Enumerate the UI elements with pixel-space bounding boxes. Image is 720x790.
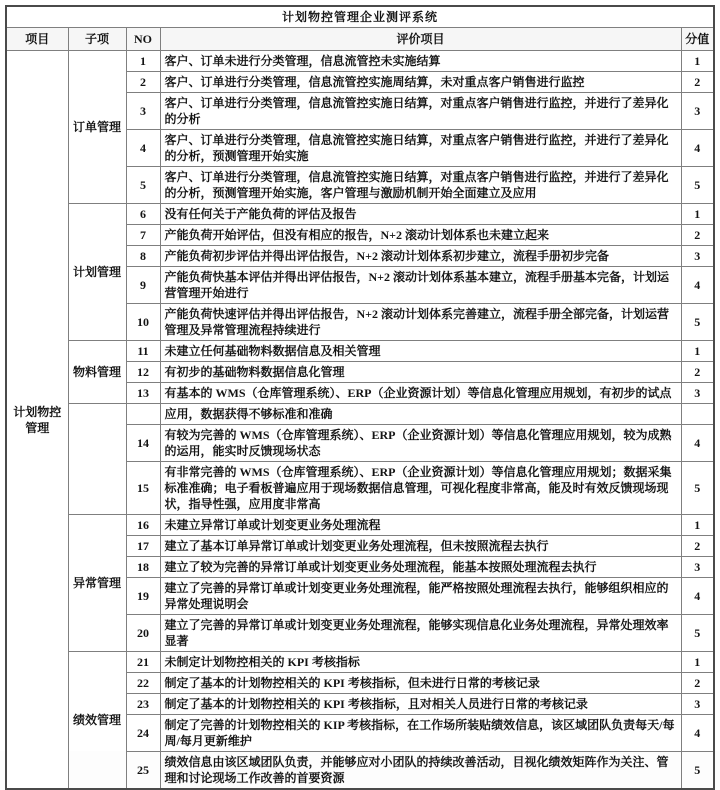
evaluation-table bbox=[5, 5, 715, 790]
column-header-row bbox=[6, 28, 714, 51]
row-item-text: 有基本的 WMS（仓库管理系统）、ERP（企业资源计划）等信息化管理应用规划，有初步的试点 bbox=[160, 383, 681, 404]
col-header-subitem: 子项 bbox=[68, 28, 126, 51]
row-item-text: 没有任何关于产能负荷的评估及报告 bbox=[160, 204, 681, 225]
row-score: 1 bbox=[681, 341, 714, 362]
row-no: 14 bbox=[126, 425, 160, 462]
row-score: 1 bbox=[681, 204, 714, 225]
row-item-text: 制定了基本的计划物控相关的 KPI 考核指标，且对相关人员进行日常的考核记录 bbox=[160, 694, 681, 715]
row-no: 9 bbox=[126, 267, 160, 304]
row-score: 2 bbox=[681, 72, 714, 93]
row-score: 4 bbox=[681, 130, 714, 167]
col-header-item: 评价项目 bbox=[160, 28, 681, 51]
row-no: 11 bbox=[126, 341, 160, 362]
row-no: 5 bbox=[126, 167, 160, 204]
row-score: 5 bbox=[681, 752, 714, 790]
row-score: 4 bbox=[681, 267, 714, 304]
row-score: 4 bbox=[681, 425, 714, 462]
row-score: 3 bbox=[681, 557, 714, 578]
subitem-cell: 异常管理 bbox=[68, 515, 126, 652]
row-no: 23 bbox=[126, 694, 160, 715]
row-item-text: 建立了完善的异常订单或计划变更业务处理流程，能严格按照处理流程去执行，能够组织相应的异常处理说明会 bbox=[160, 578, 681, 615]
table-row bbox=[6, 204, 714, 225]
row-item-text: 未建立任何基础物料数据信息及相关管理 bbox=[160, 341, 681, 362]
row-score: 3 bbox=[681, 694, 714, 715]
subitem-cell: 物料管理 bbox=[68, 341, 126, 404]
subitem-cell: 计划管理 bbox=[68, 204, 126, 341]
row-no: 25 bbox=[126, 752, 160, 790]
row-no: 13 bbox=[126, 383, 160, 404]
row-score: 2 bbox=[681, 362, 714, 383]
row-score: 2 bbox=[681, 225, 714, 246]
page-title: 计划物控管理企业测评系统 bbox=[6, 6, 714, 28]
row-no: 22 bbox=[126, 673, 160, 694]
row-item-text: 产能负荷快速评估并得出评估报告，N+2 滚动计划体系完善建立，流程手册全部完备，计划运营管理及异常管理流程持续进行 bbox=[160, 304, 681, 341]
row-item-text: 有非常完善的 WMS（仓库管理系统）、ERP（企业资源计划）等信息化管理应用规划；数据采集标准准确；电子看板普遍应用于现场数据信息管理，可视化程度非常高，能及时有效反馈现场现状，指导性强，应用度非常高 bbox=[160, 462, 681, 515]
table-row bbox=[6, 652, 714, 673]
row-score: 3 bbox=[681, 246, 714, 267]
row-item-text: 未制定计划物控相关的 KPI 考核指标 bbox=[160, 652, 681, 673]
row-no: 15 bbox=[126, 462, 160, 515]
row-score: 5 bbox=[681, 462, 714, 515]
row-no: 20 bbox=[126, 615, 160, 652]
subitem-cell: 绩效管理 bbox=[68, 652, 126, 790]
row-no: 19 bbox=[126, 578, 160, 615]
row-no: 18 bbox=[126, 557, 160, 578]
col-header-score: 分值 bbox=[681, 28, 714, 51]
row-item-text: 制定了完善的计划物控相关的 KIP 考核指标，在工作场所装贴绩效信息，该区域团队负责每天/每周/每月更新维护 bbox=[160, 715, 681, 752]
row-score: 3 bbox=[681, 383, 714, 404]
project-cell: 计划物控管理 bbox=[6, 51, 68, 790]
row-item-text: 建立了基本订单异常订单或计划变更业务处理流程，但未按照流程去执行 bbox=[160, 536, 681, 557]
row-no: 24 bbox=[126, 715, 160, 752]
row-item-text: 应用，数据获得不够标准和准确 bbox=[160, 404, 681, 425]
table-row bbox=[6, 404, 714, 425]
row-item-text: 客户、订单未进行分类管理，信息流管控未实施结算 bbox=[160, 51, 681, 72]
row-item-text: 制定了基本的计划物控相关的 KPI 考核指标，但未进行日常的考核记录 bbox=[160, 673, 681, 694]
row-no: 2 bbox=[126, 72, 160, 93]
row-score: 1 bbox=[681, 515, 714, 536]
row-no: 6 bbox=[126, 204, 160, 225]
row-no: 4 bbox=[126, 130, 160, 167]
row-score: 1 bbox=[681, 51, 714, 72]
col-header-no: NO bbox=[126, 28, 160, 51]
row-score: 3 bbox=[681, 93, 714, 130]
row-no: 7 bbox=[126, 225, 160, 246]
row-score: 2 bbox=[681, 536, 714, 557]
subitem-cell: 订单管理 bbox=[68, 51, 126, 204]
table-row bbox=[6, 51, 714, 72]
subitem-cell bbox=[68, 404, 126, 515]
row-item-text: 产能负荷初步评估并得出评估报告，N+2 滚动计划体系初步建立，流程手册初步完备 bbox=[160, 246, 681, 267]
row-no: 12 bbox=[126, 362, 160, 383]
row-no: 1 bbox=[126, 51, 160, 72]
row-item-text: 建立了较为完善的异常订单或计划变更业务处理流程，能基本按照处理流程去执行 bbox=[160, 557, 681, 578]
row-item-text: 建立了完善的异常订单或计划变更业务处理流程，能够实现信息化业务处理流程，异常处理效率显著 bbox=[160, 615, 681, 652]
row-score: 5 bbox=[681, 615, 714, 652]
row-item-text: 客户、订单进行分类管理，信息流管控实施日结算，对重点客户销售进行监控，并进行了差异化的分析，预测管理开始实施，客户管理与激励机制开始全面建立及应用 bbox=[160, 167, 681, 204]
row-score bbox=[681, 404, 714, 425]
row-score: 4 bbox=[681, 715, 714, 752]
row-no: 21 bbox=[126, 652, 160, 673]
row-no: 10 bbox=[126, 304, 160, 341]
row-score: 4 bbox=[681, 578, 714, 615]
row-item-text: 有较为完善的 WMS（仓库管理系统）、ERP（企业资源计划）等信息化管理应用规划，较为成熟的运用，能实时反馈现场状态 bbox=[160, 425, 681, 462]
row-score: 5 bbox=[681, 167, 714, 204]
row-no bbox=[126, 404, 160, 425]
row-score: 1 bbox=[681, 652, 714, 673]
row-score: 2 bbox=[681, 673, 714, 694]
col-header-project: 项目 bbox=[6, 28, 68, 51]
row-item-text: 产能负荷快基本评估并得出评估报告，N+2 滚动计划体系基本建立，流程手册基本完备，计划运营管理开始进行 bbox=[160, 267, 681, 304]
row-item-text: 客户、订单进行分类管理，信息流管控实施日结算，对重点客户销售进行监控，并进行了差异化的分析 bbox=[160, 93, 681, 130]
row-item-text: 客户、订单进行分类管理，信息流管控实施周结算，未对重点客户销售进行监控 bbox=[160, 72, 681, 93]
row-item-text: 绩效信息由该区域团队负责，并能够应对小团队的持续改善活动，目视化绩效矩阵作为关注、管理和讨论现场工作改善的首要资源 bbox=[160, 752, 681, 790]
row-item-text: 客户、订单进行分类管理，信息流管控实施日结算，对重点客户销售进行监控，并进行了差异化的分析，预测管理开始实施 bbox=[160, 130, 681, 167]
row-item-text: 有初步的基础物料数据信息化管理 bbox=[160, 362, 681, 383]
table-row bbox=[6, 515, 714, 536]
title-row bbox=[6, 6, 714, 28]
row-item-text: 未建立异常订单或计划变更业务处理流程 bbox=[160, 515, 681, 536]
row-no: 8 bbox=[126, 246, 160, 267]
row-no: 3 bbox=[126, 93, 160, 130]
table-body bbox=[6, 51, 714, 790]
table-row bbox=[6, 341, 714, 362]
row-no: 16 bbox=[126, 515, 160, 536]
row-no: 17 bbox=[126, 536, 160, 557]
row-item-text: 产能负荷开始评估，但没有相应的报告，N+2 滚动计划体系也未建立起来 bbox=[160, 225, 681, 246]
row-score: 5 bbox=[681, 304, 714, 341]
